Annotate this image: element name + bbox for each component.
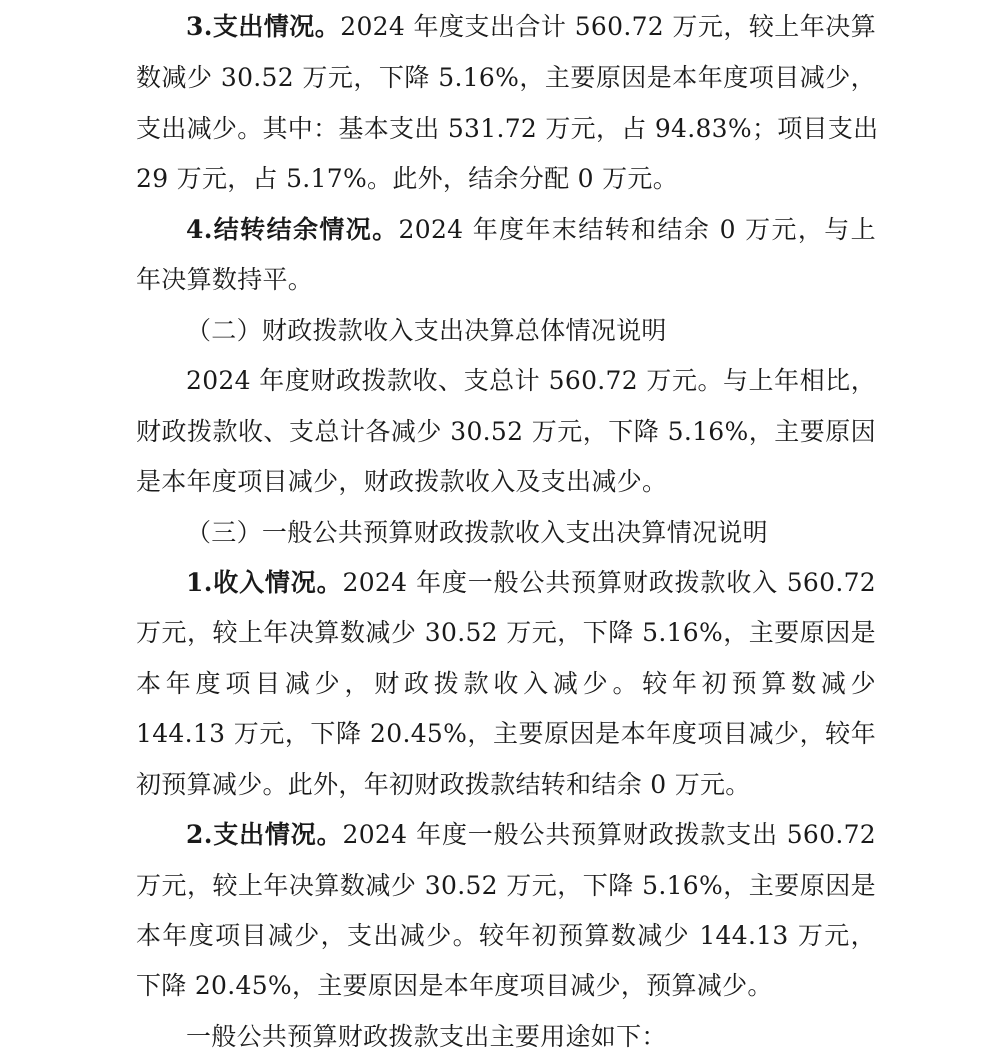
section-title-fiscal-overview: （二）财政拨款收入支出决算总体情况说明 — [186, 316, 667, 345]
heading-carryover: 4.结转结余情况。 — [186, 215, 399, 244]
para-income-line-5: 初预算减少。此外，年初财政拨款结转和结余 0 万元。 — [136, 770, 751, 799]
para-income-line-4: 144.13 万元，下降 20.45%，主要原因是本年度项目减少，较年 — [136, 719, 876, 748]
para-budget-expenditure-line-4: 下降 20.45%，主要原因是本年度项目减少，预算减少。 — [136, 971, 773, 1000]
para-fiscal-overview-line-1: 2024 年度财政拨款收、支总计 560.72 万元。与上年相比， — [186, 366, 876, 395]
para-income-line-3: 本年度项目减少，财政拨款收入减少。较年初预算数减少 — [136, 669, 876, 698]
para-carryover-line-1: 4.结转结余情况。2024 年度年末结转和结余 0 万元，与上 — [186, 215, 876, 244]
heading-budget-expenditure: 2.支出情况。 — [186, 820, 343, 849]
para-fiscal-overview-line-3: 是本年度项目减少，财政拨款收入及支出减少。 — [136, 467, 668, 496]
para-carryover-line-2: 年决算数持平。 — [136, 265, 314, 294]
section-title-general-budget: （三）一般公共预算财政拨款收入支出决算情况说明 — [186, 518, 768, 547]
para-budget-expenditure-line-3: 本年度项目减少，支出减少。较年初预算数减少 144.13 万元， — [136, 921, 876, 950]
para-expenditure-line-3: 支出减少。其中：基本支出 531.72 万元，占 94.83%；项目支出 — [136, 114, 879, 143]
para-expenditure-line-1: 3.支出情况。2024 年度支出合计 560.72 万元，较上年决算 — [186, 12, 877, 41]
para-expenditure-line-4: 29 万元，占 5.17%。此外，结余分配 0 万元。 — [136, 164, 679, 193]
para-fiscal-overview-line-2: 财政拨款收、支总计各减少 30.52 万元，下降 5.16%，主要原因 — [136, 417, 876, 446]
heading-income: 1.收入情况。 — [186, 568, 343, 597]
para-income-line-1: 1.收入情况。2024 年度一般公共预算财政拨款收入 560.72 — [186, 568, 877, 597]
para-expenditure-line-2: 数减少 30.52 万元，下降 5.16%，主要原因是本年度项目减少， — [136, 63, 876, 92]
para-budget-expenditure-line-1: 2.支出情况。2024 年度一般公共预算财政拨款支出 560.72 — [186, 820, 877, 849]
para-usage-intro: 一般公共预算财政拨款支出主要用途如下： — [186, 1022, 667, 1051]
para-income-line-2: 万元，较上年决算数减少 30.52 万元，下降 5.16%，主要原因是 — [136, 618, 876, 647]
heading-expenditure: 3.支出情况。 — [186, 12, 341, 41]
para-budget-expenditure-line-2: 万元，较上年决算数减少 30.52 万元，下降 5.16%，主要原因是 — [136, 871, 876, 900]
